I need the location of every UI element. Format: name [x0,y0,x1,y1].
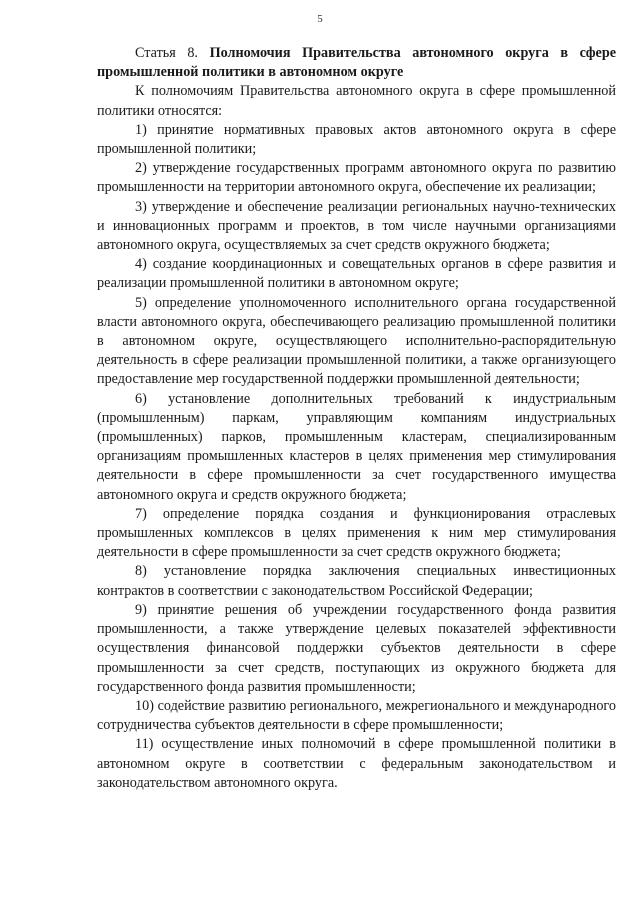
paragraph-item-7: 7) определение порядка создания и функционирования отраслевых промышленных комплексов в целях применения к ним мер стимулирования деятельности в сфере промышленности за счет средств окружного бюджета; [97,505,616,561]
paragraph-item-9: 9) принятие решения об учреждении государственного фонда развития промышленности, а также утверждение целевых показателей эффективности осуществления финансовой поддержки субъектов деятельности в сфере промышленности за счет средств, поступающих из окружного бюджета для государственного фонда развития промышленности; [97,601,616,695]
paragraph-item-6: 6) установление дополнительных требований к индустриальным (промышленным) паркам, управляющим компаниям индустриальных (промышленных) парков, промышленным кластерам, специализированным организациям промышленных кластеров в целях применения мер стимулирования деятельности в сфере промышленности за счет государственного имущества автономного округа и средств окружного бюджета; [97,390,616,503]
paragraph-item-8: 8) установление порядка заключения специальных инвестиционных контрактов в соответствии с законодательством Российской Федерации; [97,563,616,599]
paragraph-item-2: 2) утверждение государственных программ автономного округа по развитию промышленности на территории автономного округа, обеспечение их реализации; [97,160,616,196]
article-title: Полномочия Правительства автономного округа в сфере промышленной политики в автономном округе [97,45,617,81]
paragraph-item-10: 10) содействие развитию регионального, межрегионального и международного сотрудничества субъектов деятельности в сфере промышленности; [97,697,616,734]
document-body [97,44,616,793]
paragraph-item-4: 4) создание координационных и совещательных органов в сфере развития и реализации промышленной политики в автономном округе; [97,256,616,292]
page-number: 5 [317,13,323,25]
paragraph-item-11: 11) осуществление иных полномочий в сфере промышленной политики в автономном округе в соответствии с федеральным законодательством и законодательством автономного округа. [97,736,616,791]
article-heading [97,44,616,82]
paragraph-intro: К полномочиям Правительства автономного округа в сфере промышленной политики относятся: [97,83,616,119]
paragraph-item-1: 1) принятие нормативных правовых актов автономного округа в сфере промышленной политики; [97,121,616,158]
paragraph-item-5: 5) определение уполномоченного исполнительного органа государственной власти автономного округа, обеспечивающего реализацию промышленной политики в автономном округе, осуществляющего исполнительно-распорядительную деятельность в сфере реализации промышленной политики, а также организующего предоставление мер государственной поддержки промышленной деятельности; [97,294,616,388]
article-label: Статья 8. [135,45,198,61]
paragraph-item-3: 3) утверждение и обеспечение реализации региональных научно-технических и инновационных программ и проектов, в том числе научными организациями автономного округа, осуществляемых за счет средств окружного бюджета; [97,198,616,254]
